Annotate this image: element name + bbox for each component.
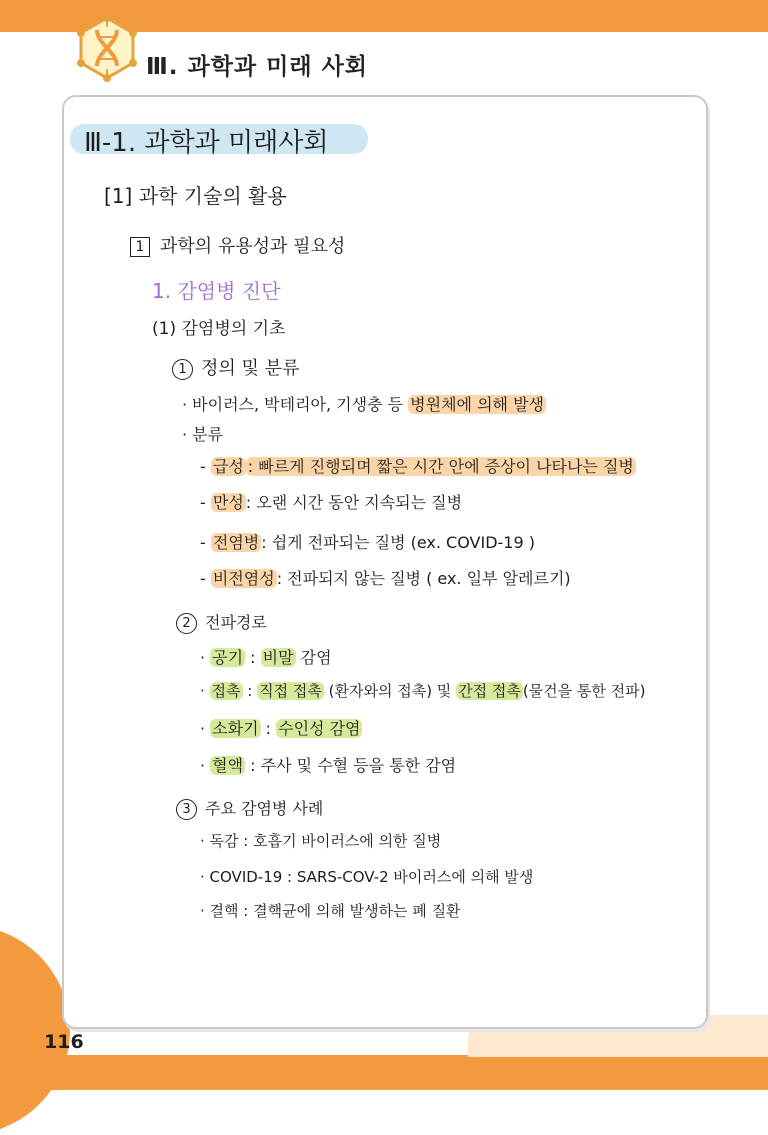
- route-air-rest: 감염: [295, 648, 332, 667]
- route-digestive-highlight: 수인성 감염: [278, 719, 361, 738]
- definition-bullet-1-highlight: 병원체에 의해 발생: [410, 395, 544, 414]
- section-title-text: Ⅲ-1. 과학과 미래사회: [84, 128, 329, 158]
- route-air-sep: :: [245, 648, 261, 667]
- desc-contagious: : 쉽게 전파되는 질병 (ex. COVID-19 ): [261, 533, 535, 552]
- route-contact-indirect: 간접 접촉: [458, 682, 521, 700]
- route-contact-sep: :: [242, 682, 258, 700]
- classification-item-chronic: [200, 490, 462, 513]
- route-blood-rest: : 주사 및 수혈 등을 통한 감염: [245, 756, 457, 775]
- case-item-flu: · 독감 : 호흡기 바이러스에 의한 질병: [200, 832, 442, 850]
- desc-chronic: : 오랜 시간 동안 지속되는 질병: [245, 493, 463, 512]
- desc-noncontagious: : 전파되지 않는 질병 ( ex. 일부 알레르기): [276, 569, 571, 588]
- route-contact-term: 접촉: [211, 682, 241, 700]
- classification-item-contagious: [200, 530, 535, 553]
- route-blood: · 혈액 : 주사 및 수혈 등을 통한 감염: [200, 756, 457, 775]
- topic-label: 과학의 유용성과 필요성: [160, 236, 346, 257]
- dash: -: [200, 569, 211, 588]
- circle-number-3: 3: [176, 799, 197, 820]
- route-air-term: 공기: [212, 648, 244, 667]
- dna-hexagon-icon: [73, 14, 141, 82]
- definition-bullet-1-text: · 바이러스, 박테리아, 기생충 등: [182, 395, 409, 414]
- definition-bullet-2: · 분류: [182, 425, 224, 444]
- term-noncontagious: 비전염성: [212, 569, 275, 588]
- route-blood-term: 혈액: [212, 756, 244, 775]
- definition-heading-text: 정의 및 분류: [201, 358, 300, 379]
- route-digestive: · 소화기 : 수인성 감염: [200, 719, 361, 738]
- route-heading-text: 전파경로: [205, 613, 267, 632]
- case-item-tb: · 결핵 : 결핵균에 의해 발생하는 폐 질환: [200, 902, 461, 920]
- case-item-covid: · COVID-19 : SARS-COV-2 바이러스에 의해 발생: [200, 868, 534, 886]
- route-air-highlight: 비말: [262, 648, 294, 667]
- route-contact: · 접촉 : 직접 접촉 (환자와의 접촉) 및 간접 접촉 (물건을 통한 전파): [200, 682, 646, 700]
- route-heading: [176, 610, 267, 634]
- dash: -: [200, 457, 211, 476]
- route-air: · 공기 : 비말 감염: [200, 648, 332, 667]
- dash: -: [200, 533, 211, 552]
- term-acute: 급성: [212, 457, 244, 476]
- dash: -: [200, 493, 211, 512]
- subsection-heading: [1] 과학 기술의 활용: [104, 184, 287, 208]
- topic-number-box: 1: [130, 237, 150, 257]
- cases-heading: [176, 796, 323, 820]
- route-digestive-sep: :: [260, 719, 277, 738]
- route-contact-direct: 직접 접촉: [259, 682, 322, 700]
- route-contact-rest: (물건을 통한 전파): [522, 682, 646, 700]
- part-heading: (1) 감염병의 기초: [152, 319, 286, 339]
- route-contact-mid: (환자와의 접촉) 및: [323, 682, 457, 700]
- chapter-title: Ⅲ. 과학과 미래 사회: [146, 54, 369, 80]
- topic-heading: [130, 232, 345, 258]
- classification-item-acute: [200, 454, 636, 477]
- classification-item-noncontagious: [200, 566, 571, 589]
- cases-heading-text: 주요 감염병 사례: [205, 799, 324, 818]
- definition-bullet-1: [182, 392, 546, 415]
- circle-number-2: 2: [176, 613, 197, 634]
- desc-acute: : 빠르게 진행되며 짧은 시간 안에 증상이 나타나는 질병: [247, 457, 634, 476]
- left-decoration-arc: [0, 925, 70, 1135]
- term-contagious: 전염병: [212, 533, 260, 552]
- bottom-decoration-band: [0, 1055, 768, 1090]
- definition-heading: [172, 354, 299, 380]
- route-digestive-term: 소화기: [212, 719, 259, 738]
- page-number: 116: [44, 1031, 84, 1053]
- term-chronic: 만성: [212, 493, 244, 512]
- lesson-title: 1. 감염병 진단: [152, 279, 281, 303]
- circle-number-1: 1: [172, 359, 193, 380]
